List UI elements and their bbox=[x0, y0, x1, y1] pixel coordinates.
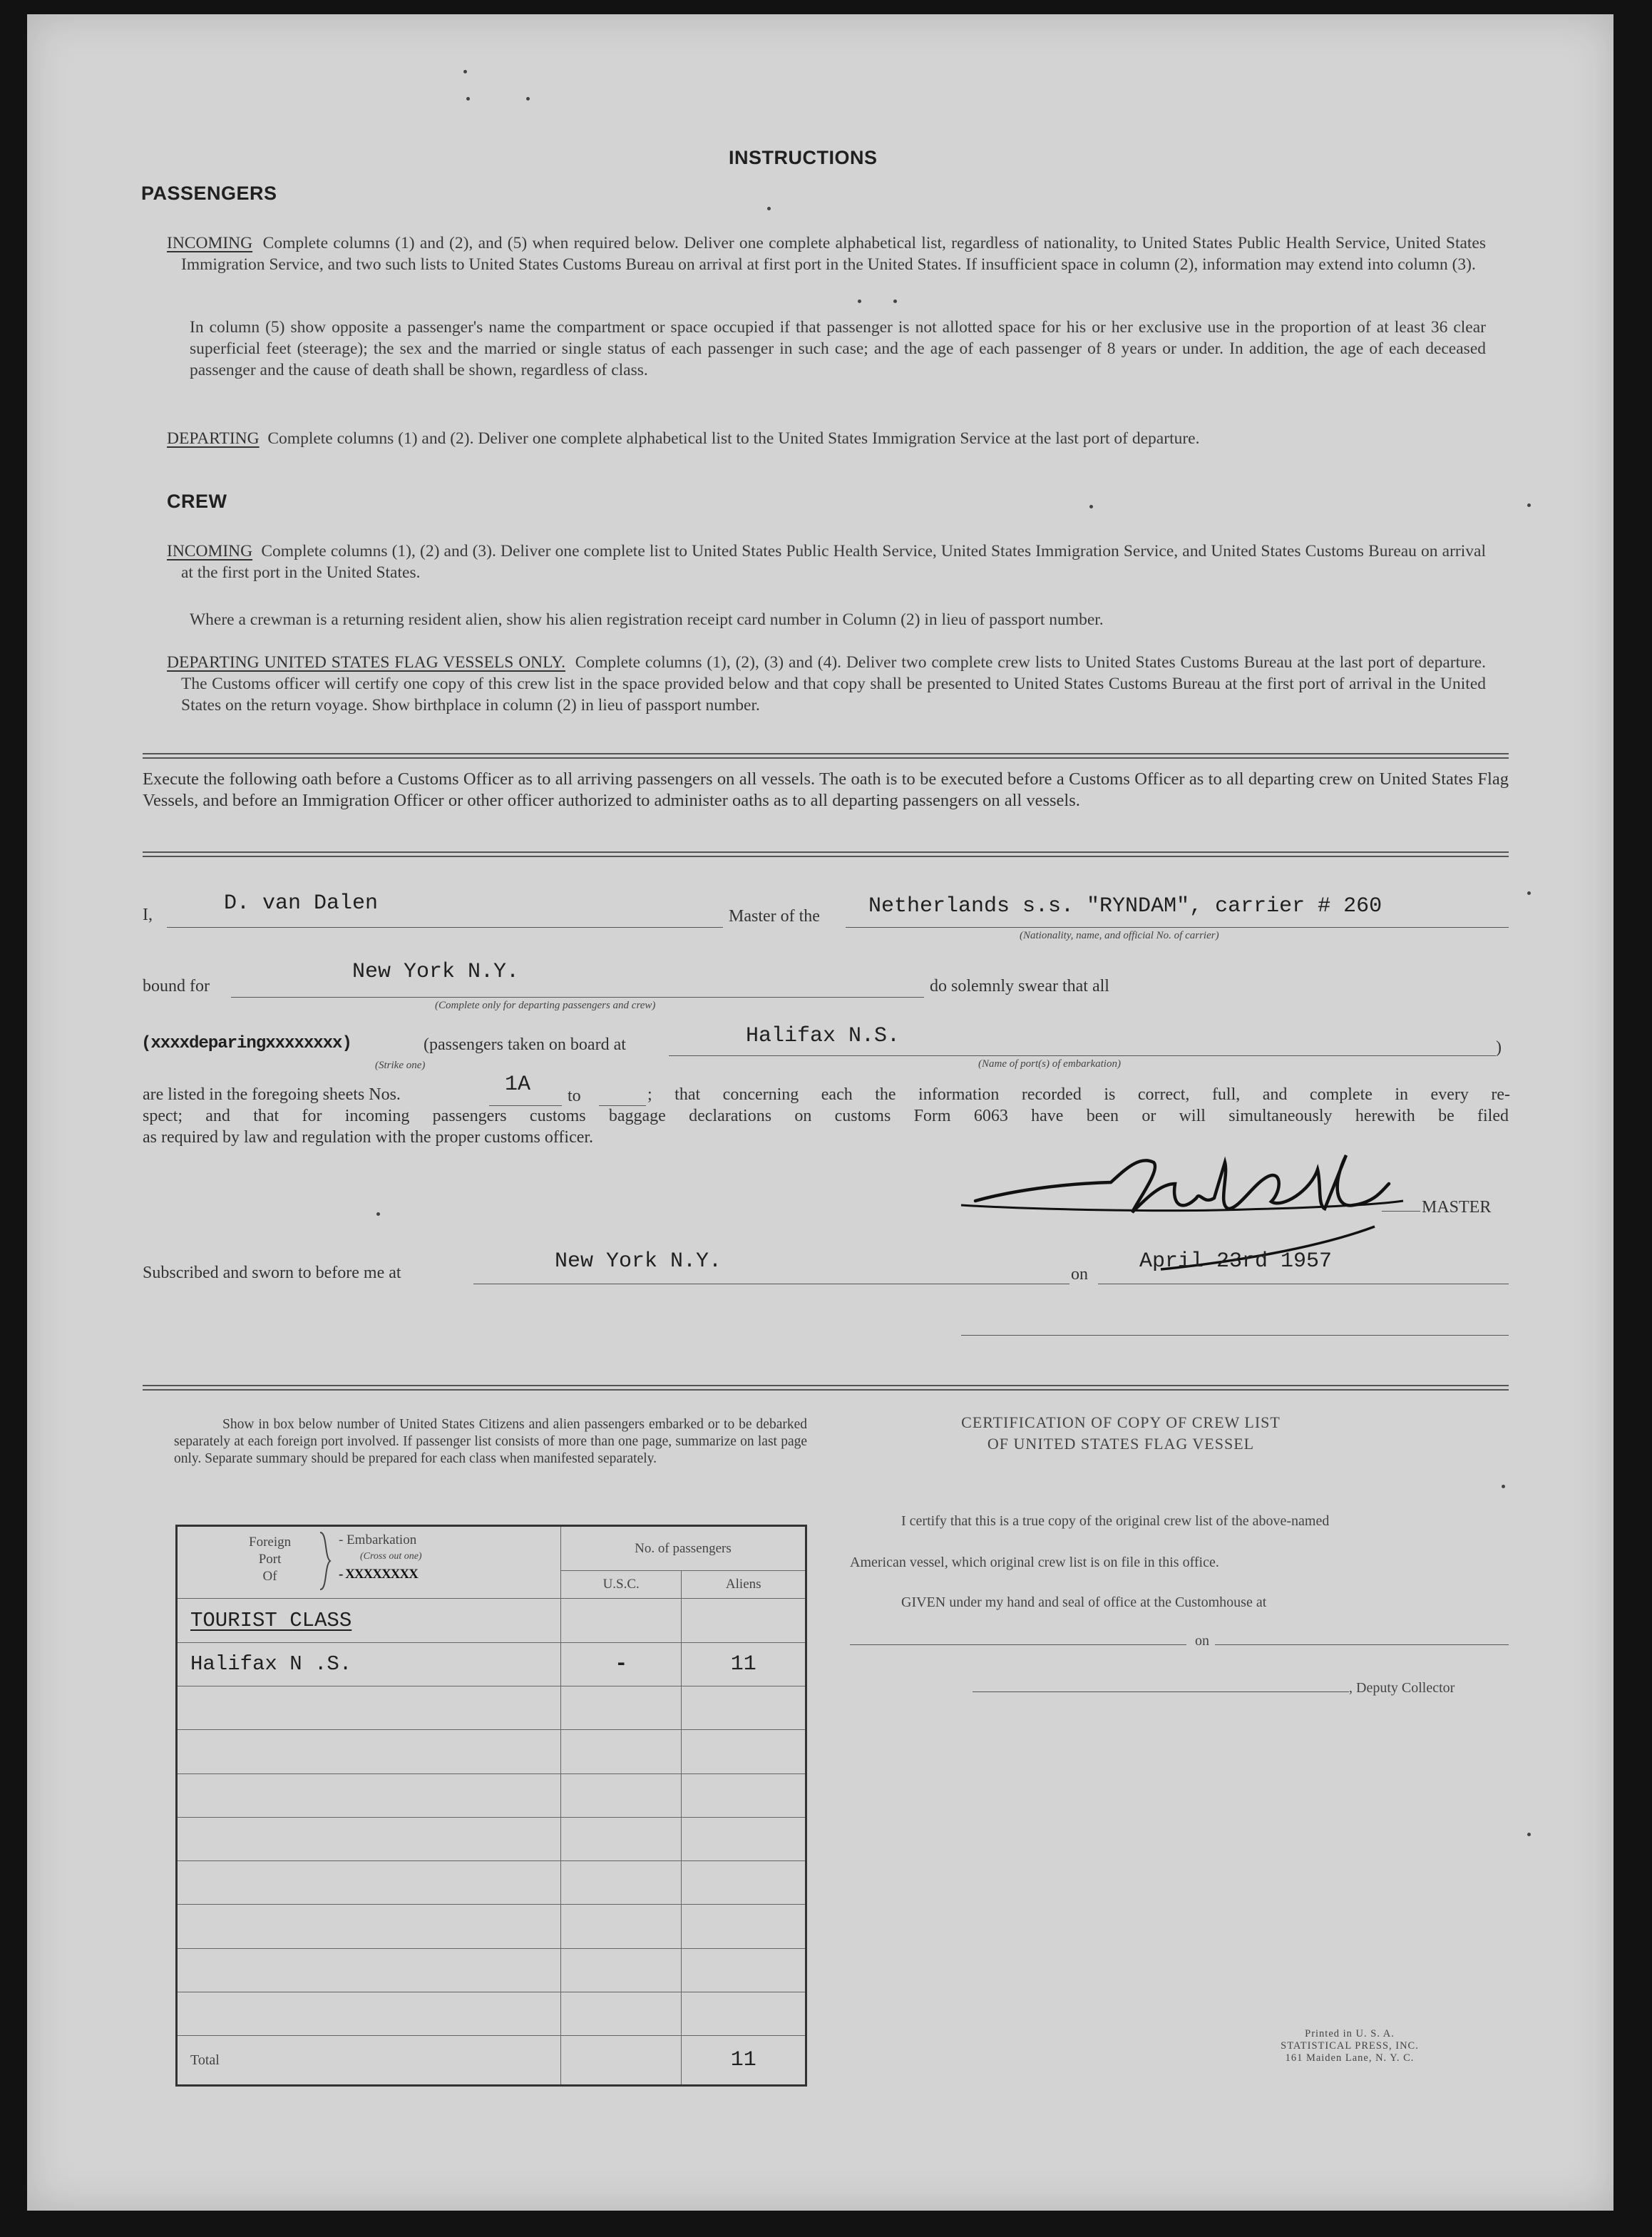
table-row bbox=[177, 1948, 806, 1992]
usc-header: U.S.C. bbox=[560, 1571, 682, 1599]
row-port-cell[interactable] bbox=[177, 1861, 561, 1905]
row-aliens-cell[interactable] bbox=[682, 1730, 806, 1773]
bound-for-label: bound for bbox=[143, 977, 210, 995]
row-aliens-cell[interactable]: 11 bbox=[682, 1642, 806, 1686]
divider bbox=[143, 757, 1509, 759]
row-aliens-cell[interactable] bbox=[682, 1861, 806, 1905]
crew-departing-label: DEPARTING UNITED STATES FLAG VESSELS ONLY. bbox=[167, 653, 565, 672]
printer-imprint bbox=[1232, 2028, 1467, 2064]
passengers-heading: PASSENGERS bbox=[141, 183, 277, 204]
certification-title-1: CERTIFICATION OF COPY OF CREW LIST bbox=[961, 1413, 1281, 1431]
row-port-cell[interactable] bbox=[177, 1905, 561, 1948]
officer-signature-line bbox=[961, 1335, 1509, 1336]
certification-title-2: OF UNITED STATES FLAG VESSEL bbox=[987, 1435, 1255, 1453]
bound-caption: (Complete only for departing passengers and crew) bbox=[435, 1000, 656, 1011]
row-port-cell[interactable] bbox=[177, 1773, 561, 1817]
passengers-departing-instructions bbox=[167, 428, 1486, 449]
row-usc-cell[interactable] bbox=[560, 1817, 682, 1860]
row-usc-cell[interactable] bbox=[560, 1992, 682, 2036]
crew-incoming-label: INCOMING bbox=[167, 542, 253, 560]
oath-intro: Execute the following oath before a Customs Officer as to all arriving passengers on all vessels. The oath is to be executed before a Customs Officer as to all departing crew on United States Flag Vessels, and before an Immigration Officer or other officer authorized to administer oaths as to all departing passengers on all vessels. bbox=[143, 769, 1509, 810]
table-row bbox=[177, 1992, 806, 2036]
crew-returning-text: Where a crewman is a returning resident alien, show his alien registration receipt card number in Column (2) in lieu of passport number. bbox=[190, 610, 1104, 629]
sheet-from-line bbox=[489, 1105, 562, 1106]
row-aliens-cell[interactable] bbox=[682, 1599, 806, 1642]
table-row bbox=[177, 1817, 806, 1860]
deputy-signature-line bbox=[973, 1691, 1349, 1692]
date-field[interactable]: April 23rd 1957 bbox=[1139, 1249, 1333, 1274]
strike-caption: (Strike one) bbox=[375, 1060, 426, 1071]
row-port-cell[interactable] bbox=[177, 1730, 561, 1773]
printer-line-2: STATISTICAL PRESS, INC. bbox=[1281, 2040, 1419, 2052]
cert-text-3: as required by law and regulation with the proper customs officer. bbox=[143, 1128, 594, 1147]
passengers-departing-text: Complete columns (1) and (2). Deliver one complete alphabetical list to the United States Immigration Service at the last port of departure. bbox=[267, 429, 1200, 448]
certification-title bbox=[850, 1412, 1392, 1455]
bound-for-field[interactable]: New York N.Y. bbox=[352, 960, 520, 984]
vessel-line bbox=[846, 927, 1509, 928]
speck bbox=[1527, 1833, 1531, 1836]
crew-incoming-instructions bbox=[167, 541, 1486, 583]
given-text: GIVEN under my hand and seal of office at the Customhouse at bbox=[901, 1594, 1267, 1610]
speck bbox=[1502, 1485, 1505, 1488]
total-aliens-cell[interactable]: 11 bbox=[682, 2036, 806, 2086]
table-row bbox=[177, 1861, 806, 1905]
passenger-summary-table bbox=[175, 1525, 807, 2087]
certification-text-1: I certify that this is a true copy of the original crew list of the above-named bbox=[901, 1513, 1330, 1529]
vessel-field[interactable]: Netherlands s.s. "RYNDAM", carrier # 260 bbox=[868, 894, 1382, 918]
to-label: to bbox=[568, 1087, 581, 1105]
port-caption: (Name of port(s) of embarkation) bbox=[978, 1058, 1121, 1070]
port-line bbox=[669, 1055, 1496, 1056]
master-name-line bbox=[167, 927, 723, 928]
speck bbox=[893, 300, 897, 303]
row-usc-cell[interactable] bbox=[560, 1773, 682, 1817]
deputy-collector-label: , Deputy Collector bbox=[1349, 1680, 1455, 1696]
total-usc-cell[interactable] bbox=[560, 2036, 682, 2086]
table-row bbox=[177, 1599, 806, 1642]
row-port-cell[interactable]: Halifax N .S. bbox=[177, 1642, 561, 1686]
divider bbox=[143, 851, 1509, 853]
sworn-at-field[interactable]: New York N.Y. bbox=[555, 1249, 722, 1274]
speck bbox=[1527, 503, 1531, 507]
strike-text: (xxxxdeparingxxxxxxxx) bbox=[141, 1034, 352, 1053]
speck bbox=[1527, 891, 1531, 895]
master-of-label: Master of the bbox=[729, 907, 820, 926]
brace-icon bbox=[317, 1531, 334, 1591]
vessel-caption: (Nationality, name, and official No. of carrier) bbox=[1020, 930, 1219, 941]
cert-text-1: ; that concerning each the information recorded is correct, full, and complete in every re- bbox=[647, 1085, 1510, 1104]
embarkation-label: - Embarkation bbox=[339, 1532, 417, 1547]
table-row bbox=[177, 1642, 806, 1686]
crew-departing-text: Complete columns (1), (2), (3) and (4). Deliver two complete crew lists to United States Customs Bureau at the last port of departure. The Customs officer will certify one copy of this crew list in the space provided below and that copy shall be presented to United States Customs Bureau at the first port of arrival in the United States on the return voyage. Show birthplace in column (2) in lieu of passport number. bbox=[181, 653, 1486, 715]
speck bbox=[463, 70, 467, 73]
crew-incoming-text: Complete columns (1), (2) and (3). Deliver one complete list to United States Public Health Service, United States Immigration Service, and United States Customs Bureau on arrival at the first port in the United States. bbox=[181, 542, 1486, 582]
row-port-cell[interactable] bbox=[177, 1817, 561, 1860]
form-sheet bbox=[27, 14, 1613, 2211]
port-field[interactable]: Halifax N.S. bbox=[746, 1024, 901, 1048]
table-row bbox=[177, 1905, 806, 1948]
swear-text: do solemnly swear that all bbox=[930, 977, 1109, 995]
sheet-from-field[interactable]: 1A bbox=[505, 1073, 531, 1097]
i-label: I, bbox=[143, 906, 153, 924]
summary-note: Show in box below number of United States Citizens and alien passengers embarked or to be debarked separately at each foreign port involved. If passenger list consists of more than one page, summarize on last page only. Separate summary should be prepared for each class when manifested separately. bbox=[174, 1417, 807, 1466]
row-aliens-cell[interactable] bbox=[682, 1817, 806, 1860]
row-usc-cell[interactable] bbox=[560, 1599, 682, 1642]
table-header-row bbox=[177, 1526, 806, 1571]
row-usc-cell[interactable] bbox=[560, 1861, 682, 1905]
port-label: Port bbox=[258, 1552, 282, 1567]
total-row bbox=[177, 2036, 806, 2086]
divider bbox=[143, 1385, 1509, 1386]
passengers-incoming-label: INCOMING bbox=[167, 234, 253, 252]
row-port-cell[interactable] bbox=[177, 1948, 561, 1992]
cert-on-label: on bbox=[1195, 1633, 1209, 1649]
row-port-cell[interactable]: TOURIST CLASS bbox=[177, 1599, 561, 1642]
speck bbox=[858, 300, 861, 303]
passengers-departing-label: DEPARTING bbox=[167, 429, 260, 448]
passengers-column5-text: In column (5) show opposite a passenger's name the compartment or space occupied if that passenger is not allotted space for his or her exclusive use in the proportion of at least 36 clear superficial feet (steerage); the sex and the married or single status of each passenger in such case; and the age of each passenger of 8 years or under. In addition, the age of each deceased passenger and the cause of death shall be shown, regardless of class. bbox=[190, 318, 1486, 379]
taken-on-board-label: (passengers taken on board at bbox=[424, 1035, 626, 1054]
printer-line-3: 161 Maiden Lane, N. Y. C. bbox=[1285, 2052, 1415, 2064]
bound-for-line bbox=[231, 997, 924, 998]
printer-line-1: Printed in U. S. A. bbox=[1305, 2028, 1395, 2039]
row-usc-cell[interactable] bbox=[560, 1948, 682, 1992]
master-line bbox=[1382, 1211, 1420, 1212]
on-label: on bbox=[1071, 1265, 1088, 1284]
row-aliens-cell[interactable] bbox=[682, 1773, 806, 1817]
crew-departing-instructions bbox=[167, 652, 1486, 716]
row-aliens-cell[interactable] bbox=[682, 1992, 806, 2036]
row-aliens-cell[interactable] bbox=[682, 1905, 806, 1948]
divider bbox=[143, 753, 1509, 754]
table-row bbox=[177, 1730, 806, 1773]
row-aliens-cell[interactable] bbox=[682, 1948, 806, 1992]
row-usc-cell[interactable] bbox=[560, 1730, 682, 1773]
cert-text-2: spect; and that for incoming passengers customs baggage declarations on customs Form 6063 have been or will simultaneously herewith be filed bbox=[143, 1107, 1509, 1125]
cross-out-caption: (Cross out one) bbox=[360, 1551, 422, 1562]
total-label: Total bbox=[177, 2036, 561, 2086]
customhouse-line bbox=[850, 1644, 1186, 1645]
row-usc-cell[interactable] bbox=[560, 1686, 682, 1729]
speck bbox=[526, 97, 530, 101]
close-paren: ) bbox=[1496, 1038, 1502, 1057]
table-row bbox=[177, 1773, 806, 1817]
speck bbox=[767, 207, 771, 210]
speck bbox=[376, 1212, 380, 1216]
of-label: Of bbox=[262, 1569, 277, 1584]
passengers-incoming-text: Complete columns (1) and (2), and (5) when required below. Deliver one complete alphabetical list, regardless of nationality, to United States Public Health Service, United States Immigration Service, and two such lists to United States Customs Bureau on arrival at first port in the United States. If insufficient space in column (2), information may extend into column (3). bbox=[181, 234, 1487, 274]
table-row bbox=[177, 1686, 806, 1729]
no-of-passengers-header: No. of passengers bbox=[560, 1526, 806, 1571]
row-port-cell[interactable] bbox=[177, 1992, 561, 2036]
listed-label: are listed in the foregoing sheets Nos. bbox=[143, 1085, 401, 1104]
master-name-field[interactable]: D. van Dalen bbox=[224, 891, 379, 916]
certification-text-2: American vessel, which original crew list is on file in this office. bbox=[850, 1555, 1219, 1570]
sheet-to-line bbox=[599, 1105, 646, 1106]
aliens-header: Aliens bbox=[682, 1571, 806, 1599]
subscribed-label: Subscribed and sworn to before me at bbox=[143, 1264, 401, 1282]
row-usc-cell[interactable] bbox=[560, 1905, 682, 1948]
passengers-incoming-instructions bbox=[167, 232, 1486, 275]
row-usc-cell[interactable]: - bbox=[560, 1642, 682, 1686]
foreign-label: Foreign bbox=[249, 1535, 292, 1550]
master-label: MASTER bbox=[1422, 1198, 1492, 1217]
port-header-cell bbox=[177, 1526, 561, 1599]
foreign-port-of bbox=[249, 1534, 291, 1585]
row-port-cell[interactable] bbox=[177, 1686, 561, 1729]
divider bbox=[143, 856, 1509, 857]
speck bbox=[466, 97, 470, 101]
crew-heading: CREW bbox=[167, 491, 227, 512]
row-aliens-cell[interactable] bbox=[682, 1686, 806, 1729]
instructions-title: INSTRUCTIONS bbox=[729, 147, 878, 168]
debarkation-struck: - XXXXXXXX bbox=[339, 1567, 418, 1582]
speck bbox=[1089, 505, 1093, 508]
divider bbox=[143, 1389, 1509, 1391]
cert-date-line bbox=[1215, 1644, 1509, 1645]
